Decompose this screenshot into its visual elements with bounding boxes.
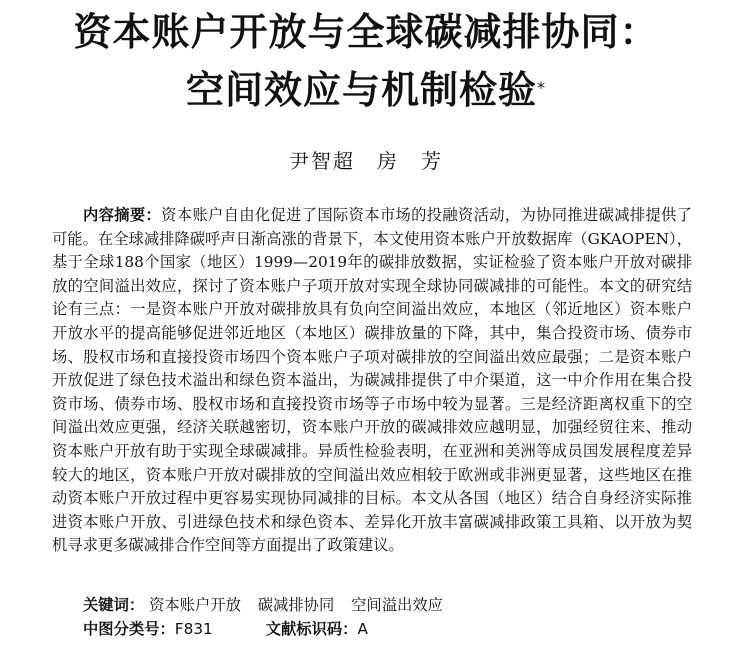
keyword-item: 碳减排协同 — [257, 596, 335, 614]
doc-code-value: A — [357, 620, 368, 638]
author-2: 房 芳 — [377, 149, 443, 173]
author-list — [0, 145, 732, 174]
keyword-item: 空间溢出效应 — [351, 596, 443, 614]
title-footnote-mark: * — [537, 78, 546, 97]
clc-label: 中图分类号： — [83, 620, 175, 638]
abstract-paragraph — [52, 204, 692, 558]
keywords-line — [83, 594, 455, 616]
keywords-label: 关键词： — [83, 596, 145, 614]
clc-value: F831 — [174, 620, 213, 638]
classification-line — [83, 618, 368, 640]
author-1: 尹智超 — [289, 149, 355, 173]
article-title-line-1 — [0, 10, 732, 54]
article-title-line-2 — [0, 68, 732, 112]
title-line-2-text: 空间效应与机制检验 — [185, 68, 537, 112]
keyword-item: 资本账户开放 — [149, 596, 241, 614]
abstract-label: 内容摘要： — [83, 206, 162, 224]
title-line-1-text: 资本账户开放与全球碳减排协同： — [73, 10, 659, 54]
abstract-text: 资本账户自由化促进了国际资本市场的投融资活动，为协同推进碳减排提供了可能。在全球减排降碳呼声日渐高涨的背景下，本文使用资本账户开放数据库（GKAOPEN），基于全球188个国家（地区）1999—2019年的碳排放数据，实证检验了资本账户开放对碳排放的空间溢出效应，探讨了资本账户子项开放对实现全球协同碳减排的可能性。本文的研究结论有三点：一是资本账户开放对碳排放具有负向空间溢出效应，本地区（邻近地区）资本账户开放水平的提高能够促进邻近地区（本地区）碳排放量的下降，其中，集合投资市场、债券市场、股权市场和直接投资市场四个资本账户子项对碳排放的空间溢出效应最强；二是资本账户开放促进了绿色技术溢出和绿色资本溢出，为碳减排提供了中介渠道，这一中介作用在集合投资市场、债券市场、股权市场和直接投资市场等子市场中较为显著。三是经济距离权重下的空间溢出效应更强，经济关联越密切，资本账户开放的碳减排效应越明显，加强经贸往来、推动资本账户开放有助于实现全球碳减排。异质性检验表明，在亚洲和美洲等成员国发展程度差异较大的地区，资本账户开放对碳排放的空间溢出效应相较于欧洲或非洲更显著，这些地区在推动资本账户开放过程中更容易实现协同减排的目标。本文从各国（地区）结合自身经济实际推进资本账户开放、引进绿色技术和绿色资本、差异化开放丰富碳减排政策工具箱、以开放为契机寻求更多碳减排合作空间等方面提出了政策建议。 — [52, 206, 692, 555]
doc-code-label: 文献标识码： — [265, 620, 358, 638]
